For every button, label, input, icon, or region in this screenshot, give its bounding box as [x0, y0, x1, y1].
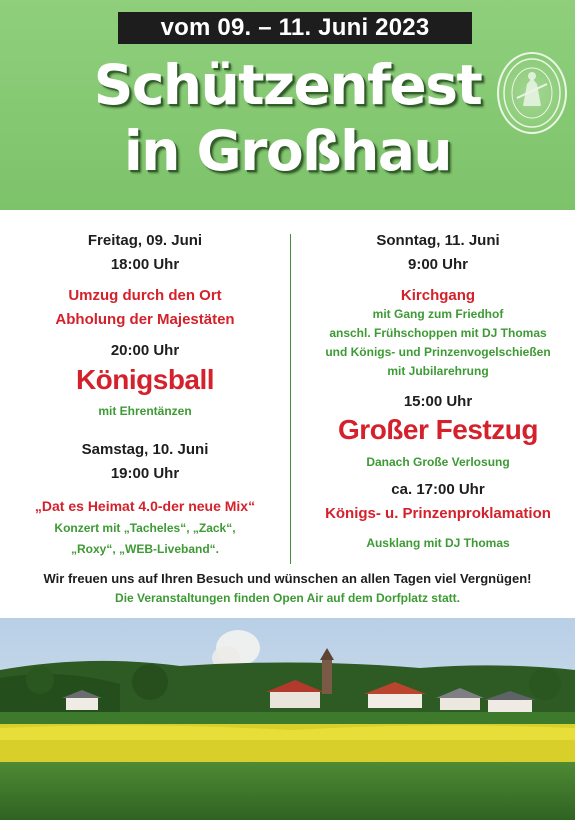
church-line3: und Königs- und Prinzenvogelschießen — [325, 345, 551, 359]
saturday-date: Samstag, 10. Juni — [81, 441, 209, 458]
club-emblem-icon — [497, 52, 567, 134]
concert-line1: Konzert mit „Tacheles“, „Zack“, — [54, 521, 236, 535]
church-line1: mit Gang zum Friedhof — [372, 307, 504, 321]
sunday-date: Sonntag, 11. Juni — [376, 232, 500, 249]
village-landscape-photo — [0, 618, 575, 820]
mix-title: „Dat es Heimat 4.0-der neue Mix“ — [34, 498, 256, 514]
parade-time: 15:00 Uhr — [403, 393, 473, 410]
footer-greeting: Wir freuen uns auf Ihren Besuch und wünschen an allen Tagen viel Vergnügen! — [43, 571, 532, 586]
column-divider — [290, 234, 291, 564]
friday-date: Freitag, 09. Juni — [87, 232, 203, 249]
proclamation-title: Königs- u. Prinzenproklamation — [325, 505, 551, 522]
ball-time: 20:00 Uhr — [110, 342, 180, 359]
parade-text: Umzug durch den Ort — [68, 287, 222, 304]
page-title-line2: in Großhau — [123, 119, 452, 183]
concert-line2: „Roxy“, „WEB-Liveband“. — [70, 542, 219, 556]
saturday-time: 19:00 Uhr — [110, 465, 180, 482]
pickup-text: Abholung der Majestäten — [55, 311, 235, 328]
header-banner — [0, 0, 575, 210]
page-title-line1: Schützenfest — [93, 53, 482, 117]
parade-title: Großer Festzug — [338, 414, 538, 445]
closing-text: Ausklang mit DJ Thomas — [366, 536, 510, 550]
sunday-time: 9:00 Uhr — [407, 256, 469, 273]
church-line4: mit Jubilarehrung — [387, 364, 489, 378]
raffle-text: Danach Große Verlosung — [366, 455, 510, 469]
church-title: Kirchgang — [400, 287, 476, 304]
date-range: vom 09. – 11. Juni 2023 — [118, 12, 472, 44]
footer-venue: Die Veranstaltungen finden Open Air auf dem Dorfplatz statt. — [115, 591, 460, 605]
ball-title: Königsball — [75, 364, 215, 395]
proclamation-time: ca. 17:00 Uhr — [391, 481, 485, 498]
ball-note: mit Ehrentänzen — [98, 404, 192, 418]
friday-time: 18:00 Uhr — [110, 256, 180, 273]
church-line2: anschl. Frühschoppen mit DJ Thomas — [329, 326, 547, 340]
